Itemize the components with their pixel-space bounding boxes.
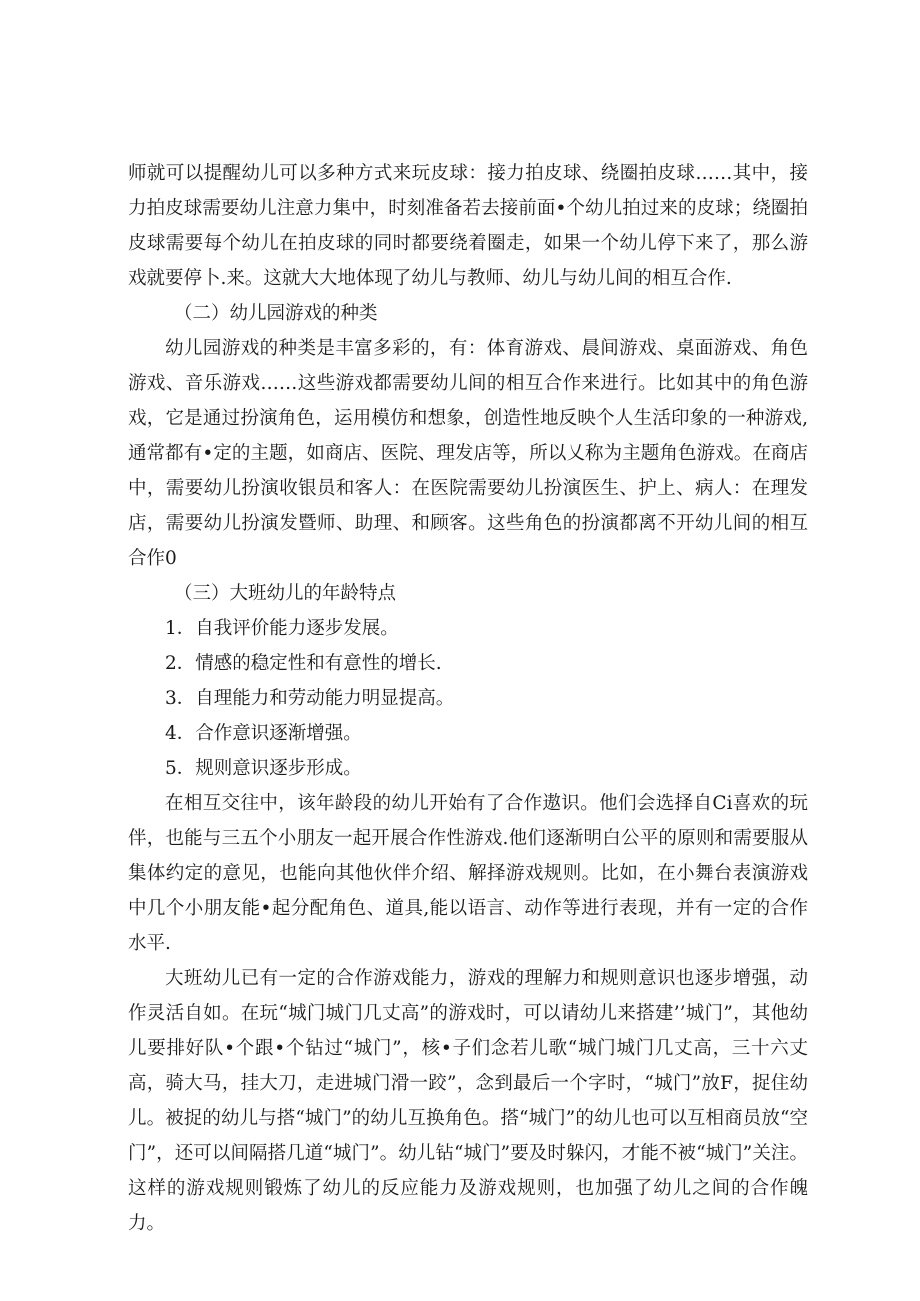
list-item: 5．规则意识逐步形成。 — [165, 758, 362, 779]
section-heading-game-types: （二）幼儿园游戏的种类 — [174, 303, 378, 324]
paragraph-social-interaction: 在相互交往中，该年龄段的幼儿开始有了合作遨识。他们会选择自Ci喜欢的玩伴，也能与三五个小朋友一起开展合作性游戏.他们逐渐明白公平的原则和需要服从集体约定的意见，也能向其他伙伴介绍、解择游戏规则。比如，在小舞台表演游戏中几个小朋友能•起分配角色、道具,能以语言、动作等进行表现，并有一定的合作水平. — [128, 793, 808, 954]
paragraph-game-types: 幼儿园游戏的种类是丰富多彩的，有：体育游戏、晨间游戏、桌面游戏、角色游戏、音乐游戏……这些游戏都需要幼儿间的相互合作来进行。比如其中的角色游戏，它是通过扮演角色，运用模仿和想象，创造性地反映个人生活印象的一种游戏,通常都有•定的主题，如商店、医院、理发店等，所以乂称为主题角色游戏。在商店中，需要幼儿扮演收银员和客人：在医院需要幼儿扮演医生、护上、病人：在理发店，需要幼儿扮演发暨师、助理、和顾客。这些角色的扮演都离不开幼儿间的相互合作0 — [128, 338, 808, 569]
list-item: 4．合作意识逐渐增强。 — [165, 723, 362, 744]
section-heading-age-characteristics: （三）大班幼儿的年龄特点 — [174, 583, 397, 604]
paragraph-cooperative-games: 大班幼儿已有一定的合作游戏能力，游戏的理解力和规则意识也逐步增强，动作灵活自如。在玩“城门城门几丈高”的游戏时，可以请幼儿来搭建’’城门”，其他幼儿要排好队•个跟•个钻过“城门”，核•子们念若儿歌“城门城门几丈高，三十六丈高，骑大马，挂大刀，走进城门滑一跤”，念到最后一个字时，“城门”放F，捉住幼儿。被捉的幼儿与搭“城门”的幼儿互换角色。搭“城门”的幼儿也可以互相商员放“空门”，还可以间隔搭几道“城门”。幼儿钻“城门”要及时躲闪，才能不被“城门”关注。这样的游戏规则锻炼了幼儿的反应能力及游戏规则，也加强了幼儿之间的合作魄力。 — [128, 968, 808, 1234]
paragraph-ball-games: 师就可以提醒幼儿可以多种方式来玩皮球：接力拍皮球、绕圈拍皮球……其中，接力拍皮球需要幼儿注意力集中，时刻准备若去接前面•个幼儿拍过来的皮球；绕圈拍皮球需要每个幼儿在拍皮球的同时都要绕着圈走，如果一个幼儿停下来了，那么游戏就要停卜.来。这就大大地体现了幼儿与教师、幼儿与幼儿间的相互合作. — [128, 163, 808, 289]
document-body — [128, 156, 808, 1241]
list-item: 3．自理能力和劳动能力明显提高。 — [165, 688, 455, 709]
list-item: 1．自我评价能力逐步发展。 — [165, 618, 399, 639]
list-item: 2．情感的稳定性和有意性的增长. — [165, 653, 442, 674]
